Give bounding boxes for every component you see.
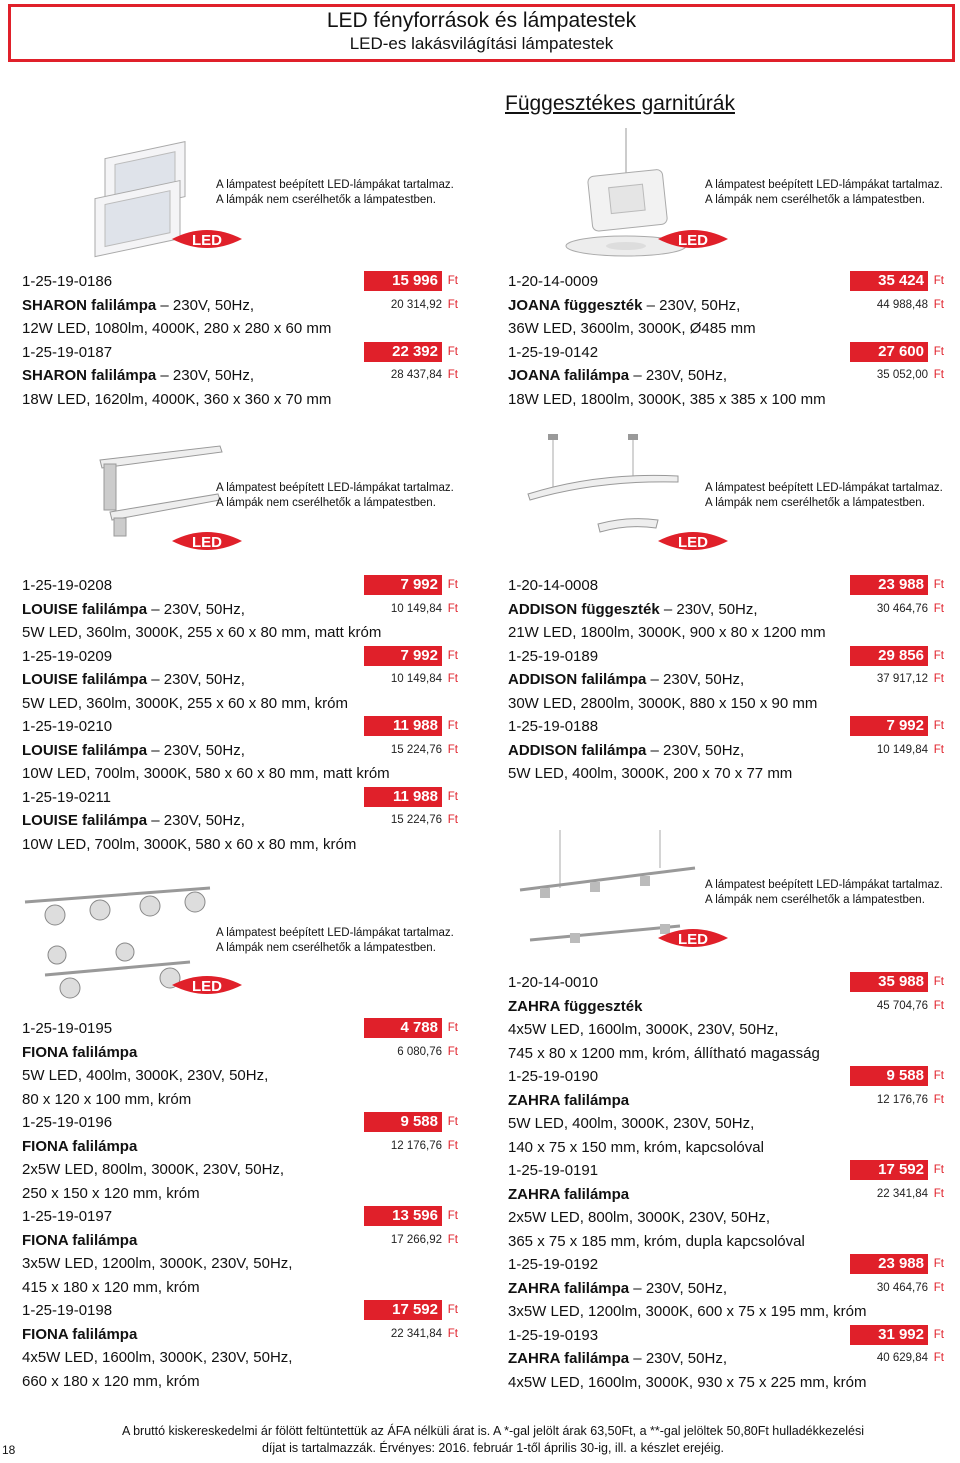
- product-spec: 36W LED, 3600lm, 3000K, Ø485 mm: [508, 320, 756, 337]
- product-spec: 10W LED, 700lm, 3000K, 580 x 60 x 80 mm, matt króm: [22, 765, 390, 782]
- gross-price-box: [391, 364, 458, 388]
- gross-price-box: [877, 995, 944, 1019]
- currency-label: Ft: [447, 673, 458, 685]
- net-price: 15 996: [364, 271, 442, 291]
- product-voltage: – 230V, 50Hz,: [147, 741, 245, 759]
- gross-price: 37 917,12: [876, 673, 928, 685]
- svg-text:LED: LED: [678, 232, 708, 249]
- page-subtitle: LED-es lakásvilágítási lámpatestek: [349, 34, 614, 53]
- net-price: 23 988: [850, 1254, 928, 1274]
- net-price: 7 992: [850, 716, 928, 736]
- gross-price: 15 224,76: [390, 743, 442, 756]
- product-code-line: [22, 1299, 458, 1323]
- product-name-line: [508, 1183, 944, 1207]
- gross-price-box: [391, 598, 458, 622]
- product-code-line: [508, 270, 944, 294]
- gross-price-box: [391, 1229, 458, 1253]
- price-box: [364, 715, 458, 739]
- product-name-line: [508, 668, 944, 692]
- gross-price-box: [877, 668, 944, 692]
- gross-price: 10 149,84: [876, 743, 928, 756]
- product-voltage: – 230V, 50Hz,: [156, 367, 255, 384]
- gross-price-box: [877, 1183, 944, 1207]
- currency-label: Ft: [447, 790, 458, 803]
- gross-price-box: [391, 294, 458, 318]
- currency-label: Ft: [933, 1258, 944, 1270]
- led-note: A lámpatest beépített LED-lámpákat tartalmaz. A lámpák nem cserélhetők a lámpatestben.: [216, 179, 454, 206]
- price-box: [364, 1205, 458, 1229]
- product-spec: 30W LED, 2800lm, 3000K, 880 x 150 x 90 mm: [508, 694, 818, 712]
- price-box: [850, 574, 944, 598]
- product-code-line: [22, 1017, 458, 1041]
- net-price: 13 596: [364, 1206, 442, 1226]
- gross-price: 35 052,00: [876, 369, 928, 381]
- gross-price: 28 437,84: [390, 369, 442, 381]
- product-spec: 5W LED, 360lm, 3000K, 255 x 60 x 80 mm, matt króm: [22, 624, 382, 641]
- product-name-line: [22, 1041, 458, 1065]
- net-price: 23 988: [850, 575, 928, 595]
- gross-price-box: [391, 809, 458, 833]
- price-box: [364, 786, 458, 810]
- product-code: 1-25-19-0191: [508, 1162, 599, 1179]
- gross-price-box: [877, 1277, 944, 1301]
- price-box: [364, 645, 458, 669]
- currency-label: Ft: [447, 649, 458, 662]
- net-price: 35 988: [850, 972, 928, 992]
- product-code-line: [508, 645, 944, 669]
- led-note: A lámpatest beépített LED-lámpákat tartalmaz. A lámpák nem cserélhetők a lámpatestben.: [705, 482, 943, 509]
- led-badge-icon: [168, 223, 246, 255]
- product-name: ADDISON függeszték: [508, 600, 660, 618]
- led-badge-icon: [654, 525, 732, 557]
- product-spec: 2x5W LED, 800lm, 3000K, 230V, 50Hz,: [22, 1161, 285, 1178]
- currency-label: Ft: [447, 814, 458, 826]
- currency-label: Ft: [933, 345, 944, 358]
- currency-label: Ft: [447, 345, 458, 358]
- product-code: 1-25-19-0195: [22, 1020, 113, 1037]
- currency-label: Ft: [447, 602, 458, 615]
- product-code-line: [22, 1205, 458, 1229]
- gross-price-box: [877, 1347, 944, 1371]
- currency-label: Ft: [933, 743, 944, 756]
- product-name: FIONA falilámpa: [22, 1137, 138, 1155]
- product-spec: 18W LED, 1800lm, 3000K, 385 x 385 x 100 mm: [508, 390, 826, 408]
- product-name: ZAHRA falilámpa: [508, 1279, 630, 1297]
- net-price: 11 988: [364, 716, 442, 736]
- product-code-line: [22, 786, 458, 810]
- product-name-line: [22, 1323, 458, 1347]
- gross-price: 6 080,76: [397, 1045, 442, 1058]
- product-group-zahra: [508, 971, 944, 1394]
- currency-label: Ft: [933, 602, 944, 615]
- product-code-line: [22, 1111, 458, 1135]
- currency-label: Ft: [447, 1045, 458, 1058]
- product-code-line: [508, 1253, 944, 1277]
- gross-price: 17 266,92: [390, 1233, 442, 1246]
- svg-text:LED: LED: [192, 232, 222, 249]
- gross-price: 15 224,76: [390, 814, 442, 826]
- product-name-line: [508, 995, 944, 1019]
- product-spec: 140 x 75 x 150 mm, króm, kapcsolóval: [508, 1138, 764, 1156]
- currency-label: Ft: [447, 1210, 458, 1222]
- product-code: 1-25-19-0142: [508, 343, 599, 361]
- product-spec: 5W LED, 400lm, 3000K, 200 x 70 x 77 mm: [508, 765, 793, 782]
- net-price: 35 424: [850, 271, 928, 291]
- currency-label: Ft: [447, 579, 458, 591]
- gross-price: 44 988,48: [876, 298, 928, 311]
- product-code: 1-25-19-0186: [22, 273, 113, 290]
- product-spec: 18W LED, 1620lm, 4000K, 360 x 360 x 70 mm: [22, 390, 332, 408]
- price-box: [850, 1253, 944, 1277]
- currency-label: Ft: [933, 369, 944, 381]
- currency-label: Ft: [447, 743, 458, 756]
- product-code: 1-20-14-0008: [508, 577, 599, 594]
- product-group-addison: [508, 574, 944, 786]
- net-price: 31 992: [850, 1325, 928, 1345]
- product-code-line: [22, 341, 458, 365]
- currency-label: Ft: [933, 976, 944, 988]
- led-note: A lámpatest beépített LED-lámpákat tartalmaz. A lámpák nem cserélhetők a lámpatestben.: [216, 482, 454, 509]
- product-voltage: – 230V, 50Hz,: [659, 600, 758, 618]
- product-voltage: – 230V, 50Hz,: [642, 296, 741, 314]
- currency-label: Ft: [933, 673, 944, 685]
- product-spec: 5W LED, 360lm, 3000K, 255 x 60 x 80 mm, króm: [22, 694, 348, 712]
- product-name-line: [508, 1089, 944, 1113]
- product-code-line: [508, 574, 944, 598]
- currency-label: Ft: [933, 1164, 944, 1176]
- product-code: 1-25-19-0193: [508, 1326, 599, 1344]
- gross-price-box: [397, 1041, 458, 1065]
- product-name: FIONA falilámpa: [22, 1325, 138, 1343]
- gross-price-box: [877, 598, 944, 622]
- product-group-fiona: [22, 1017, 458, 1393]
- product-voltage: – 230V, 50Hz,: [646, 741, 745, 759]
- product-name-line: [508, 1277, 944, 1301]
- product-code: 1-25-19-0208: [22, 577, 113, 594]
- gross-price: 40 629,84: [876, 1352, 928, 1364]
- currency-label: Ft: [933, 1187, 944, 1200]
- product-code: 1-25-19-0197: [22, 1208, 113, 1225]
- product-name-line: [22, 364, 458, 388]
- net-price: 17 592: [850, 1160, 928, 1180]
- net-price: 9 588: [364, 1112, 442, 1132]
- product-name: ZAHRA falilámpa: [508, 1350, 630, 1367]
- product-spec: 3x5W LED, 1200lm, 3000K, 230V, 50Hz,: [22, 1255, 293, 1272]
- product-code: 1-25-19-0190: [508, 1068, 599, 1085]
- currency-label: Ft: [447, 1022, 458, 1034]
- currency-label: Ft: [933, 649, 944, 662]
- product-voltage: – 230V, 50Hz,: [646, 671, 745, 688]
- product-code-line: [508, 715, 944, 739]
- product-voltage: – 230V, 50Hz,: [629, 1279, 727, 1297]
- product-name: LOUISE falilámpa: [22, 671, 148, 688]
- svg-text:LED: LED: [678, 931, 708, 948]
- product-code-line: [508, 1324, 944, 1348]
- page-title: LED fényforrások és lámpatestek: [326, 9, 637, 32]
- gross-price: 10 149,84: [390, 673, 442, 685]
- footer-note: A bruttó kiskereskedelmi ár fölött feltüntettük az ÁFA nélküli árat is. A *-gal jelölt árak 63,50Ft, a **-gal jelöltek 50,80Ft hulladékkezelési díjat is tartalmazzák. Érvényes: 2016. február 1-től április 30-ig, ill. a készlet erejéig.: [121, 1424, 865, 1455]
- gross-price-box: [391, 668, 458, 692]
- currency-label: Ft: [933, 1281, 944, 1294]
- product-voltage: – 230V, 50Hz,: [147, 671, 245, 688]
- product-name-line: [22, 668, 458, 692]
- currency-label: Ft: [447, 1304, 458, 1316]
- gross-price: 20 314,92: [390, 298, 442, 311]
- product-code-line: [22, 715, 458, 739]
- product-code: 1-20-14-0009: [508, 273, 599, 290]
- product-voltage: – 230V, 50Hz,: [629, 1350, 727, 1367]
- product-name: LOUISE falilámpa: [22, 600, 148, 618]
- currency-label: Ft: [933, 1093, 944, 1106]
- net-price: 27 600: [850, 342, 928, 362]
- price-box: [364, 341, 458, 365]
- led-badge-icon: [168, 525, 246, 557]
- product-spec: 5W LED, 400lm, 3000K, 230V, 50Hz,: [22, 1067, 269, 1084]
- gross-price: 10 149,84: [390, 602, 442, 615]
- product-name: ADDISON falilámpa: [508, 671, 647, 688]
- svg-text:LED: LED: [192, 534, 222, 551]
- gross-price-box: [877, 294, 944, 318]
- currency-label: Ft: [933, 298, 944, 311]
- product-voltage: – 230V, 50Hz,: [147, 812, 245, 829]
- product-name: LOUISE falilámpa: [22, 812, 148, 829]
- product-code-line: [508, 971, 944, 995]
- product-spec: 12W LED, 1080lm, 4000K, 280 x 280 x 60 mm: [22, 320, 332, 337]
- price-box: [364, 1299, 458, 1323]
- product-code-line: [22, 574, 458, 598]
- net-price: 4 788: [364, 1018, 442, 1038]
- product-code: 1-25-19-0188: [508, 718, 599, 735]
- gross-price: 12 176,76: [390, 1139, 442, 1152]
- led-badge-icon: [654, 223, 732, 255]
- led-note: A lámpatest beépített LED-lámpákat tartalmaz. A lámpák nem cserélhetők a lámpatestben.: [216, 927, 454, 954]
- gross-price-box: [391, 1323, 458, 1347]
- net-price: 9 588: [850, 1066, 928, 1086]
- product-spec: 80 x 120 x 100 mm, króm: [22, 1090, 192, 1108]
- product-name: ADDISON falilámpa: [508, 741, 647, 759]
- product-code: 1-25-19-0211: [22, 788, 111, 806]
- product-name-line: [508, 739, 944, 763]
- product-name: ZAHRA falilámpa: [508, 1185, 630, 1203]
- product-spec: 2x5W LED, 800lm, 3000K, 230V, 50Hz,: [508, 1209, 771, 1226]
- product-name-line: [22, 1135, 458, 1159]
- product-spec: 4x5W LED, 1600lm, 3000K, 230V, 50Hz,: [22, 1349, 293, 1366]
- product-code: 1-25-19-0187: [22, 343, 113, 361]
- gross-price-box: [391, 739, 458, 763]
- price-box: [850, 715, 944, 739]
- product-spec: 365 x 75 x 185 mm, króm, dupla kapcsolóval: [508, 1232, 805, 1250]
- svg-text:LED: LED: [192, 978, 222, 995]
- product-name-line: [508, 598, 944, 622]
- product-code: 1-25-19-0196: [22, 1114, 113, 1131]
- product-code-line: [22, 270, 458, 294]
- currency-label: Ft: [447, 298, 458, 311]
- page-header: [8, 4, 955, 62]
- product-group-sharon: [22, 270, 458, 411]
- product-spec: 415 x 180 x 120 mm, króm: [22, 1278, 200, 1296]
- gross-price: 45 704,76: [876, 999, 928, 1012]
- led-badge-icon: [654, 922, 732, 954]
- currency-label: Ft: [447, 720, 458, 732]
- product-name-line: [508, 1347, 944, 1371]
- price-box: [850, 1065, 944, 1089]
- price-box: [850, 971, 944, 995]
- product-code: 1-25-19-0210: [22, 718, 113, 735]
- product-voltage: – 230V, 50Hz,: [629, 367, 728, 384]
- currency-label: Ft: [447, 1139, 458, 1152]
- net-price: 7 992: [364, 646, 442, 666]
- product-code-line: [22, 645, 458, 669]
- gross-price-box: [877, 364, 944, 388]
- led-note: A lámpatest beépített LED-lámpákat tartalmaz. A lámpák nem cserélhetők a lámpatestben.: [705, 879, 943, 906]
- currency-label: Ft: [933, 1352, 944, 1364]
- currency-label: Ft: [933, 1328, 944, 1341]
- price-box: [364, 270, 458, 294]
- product-group-louise: [22, 574, 458, 856]
- price-box: [364, 1111, 458, 1135]
- product-spec: 250 x 150 x 120 mm, króm: [22, 1184, 200, 1202]
- currency-label: Ft: [933, 720, 944, 732]
- product-name-line: [22, 598, 458, 622]
- product-voltage: – 230V, 50Hz,: [147, 600, 245, 618]
- led-note: A lámpatest beépített LED-lámpákat tartalmaz. A lámpák nem cserélhetők a lámpatestben.: [705, 179, 943, 206]
- net-price: 11 988: [364, 787, 442, 807]
- gross-price: 22 341,84: [390, 1327, 442, 1340]
- product-code-line: [508, 1159, 944, 1183]
- gross-price: 12 176,76: [876, 1093, 928, 1106]
- product-name: ZAHRA függeszték: [508, 997, 643, 1015]
- product-name-line: [22, 294, 458, 318]
- product-name-line: [508, 364, 944, 388]
- product-code-line: [508, 1065, 944, 1089]
- price-box: [850, 1159, 944, 1183]
- product-spec: 5W LED, 400lm, 3000K, 230V, 50Hz,: [508, 1115, 755, 1132]
- net-price: 22 392: [364, 342, 442, 362]
- currency-label: Ft: [447, 1327, 458, 1340]
- product-name-line: [22, 1229, 458, 1253]
- gross-price: 30 464,76: [876, 602, 928, 615]
- gross-price-box: [877, 739, 944, 763]
- product-group-joana: [508, 270, 944, 411]
- price-box: [364, 574, 458, 598]
- product-spec: 3x5W LED, 1200lm, 3000K, 600 x 75 x 195 mm, króm: [508, 1303, 867, 1320]
- product-name-line: [508, 294, 944, 318]
- net-price: 29 856: [850, 646, 928, 666]
- product-spec: 10W LED, 700lm, 3000K, 580 x 60 x 80 mm, króm: [22, 835, 357, 853]
- product-name: SHARON falilámpa: [22, 296, 157, 314]
- product-code: 1-25-19-0198: [22, 1302, 113, 1319]
- currency-label: Ft: [933, 579, 944, 591]
- currency-label: Ft: [933, 1070, 944, 1082]
- price-box: [850, 1324, 944, 1348]
- currency-label: Ft: [447, 369, 458, 381]
- net-price: 17 592: [364, 1300, 442, 1320]
- currency-label: Ft: [447, 1116, 458, 1128]
- product-code: 1-20-14-0010: [508, 974, 599, 991]
- product-spec: 4x5W LED, 1600lm, 3000K, 930 x 75 x 225 mm, króm: [508, 1373, 867, 1391]
- currency-label: Ft: [933, 999, 944, 1012]
- product-name: ZAHRA falilámpa: [508, 1091, 630, 1109]
- led-badge-icon: [168, 969, 246, 1001]
- product-name: LOUISE falilámpa: [22, 741, 148, 759]
- net-price: 7 992: [364, 575, 442, 595]
- page-number: 18: [2, 1443, 16, 1457]
- currency-label: Ft: [447, 275, 458, 287]
- price-box: [364, 1017, 458, 1041]
- price-box: [850, 270, 944, 294]
- gross-price-box: [877, 1089, 944, 1113]
- svg-text:LED: LED: [678, 534, 708, 551]
- price-box: [850, 645, 944, 669]
- product-spec: 660 x 180 x 120 mm, króm: [22, 1372, 200, 1390]
- product-voltage: – 230V, 50Hz,: [156, 296, 255, 314]
- product-name-line: [22, 809, 458, 833]
- product-code: 1-25-19-0209: [22, 647, 113, 665]
- product-code: 1-25-19-0189: [508, 647, 599, 665]
- product-name: JOANA függeszték: [508, 296, 643, 314]
- price-box: [850, 341, 944, 365]
- product-name: FIONA falilámpa: [22, 1231, 138, 1249]
- product-spec: 4x5W LED, 1600lm, 3000K, 230V, 50Hz,: [508, 1021, 779, 1038]
- product-spec: 745 x 80 x 1200 mm, króm, állítható magasság: [508, 1044, 820, 1062]
- gross-price: 22 341,84: [876, 1187, 928, 1200]
- gross-price: 30 464,76: [876, 1281, 928, 1294]
- gross-price-box: [391, 1135, 458, 1159]
- product-code: 1-25-19-0192: [508, 1256, 599, 1273]
- currency-label: Ft: [933, 275, 944, 287]
- currency-label: Ft: [447, 1233, 458, 1246]
- product-name: FIONA falilámpa: [22, 1043, 138, 1061]
- product-code-line: [508, 341, 944, 365]
- product-spec: 21W LED, 1800lm, 3000K, 900 x 80 x 1200 mm: [508, 624, 826, 641]
- product-name: SHARON falilámpa: [22, 367, 157, 384]
- product-name-line: [22, 739, 458, 763]
- section-title: Függesztékes garnitúrák: [505, 92, 735, 115]
- product-name: JOANA falilámpa: [508, 367, 630, 384]
